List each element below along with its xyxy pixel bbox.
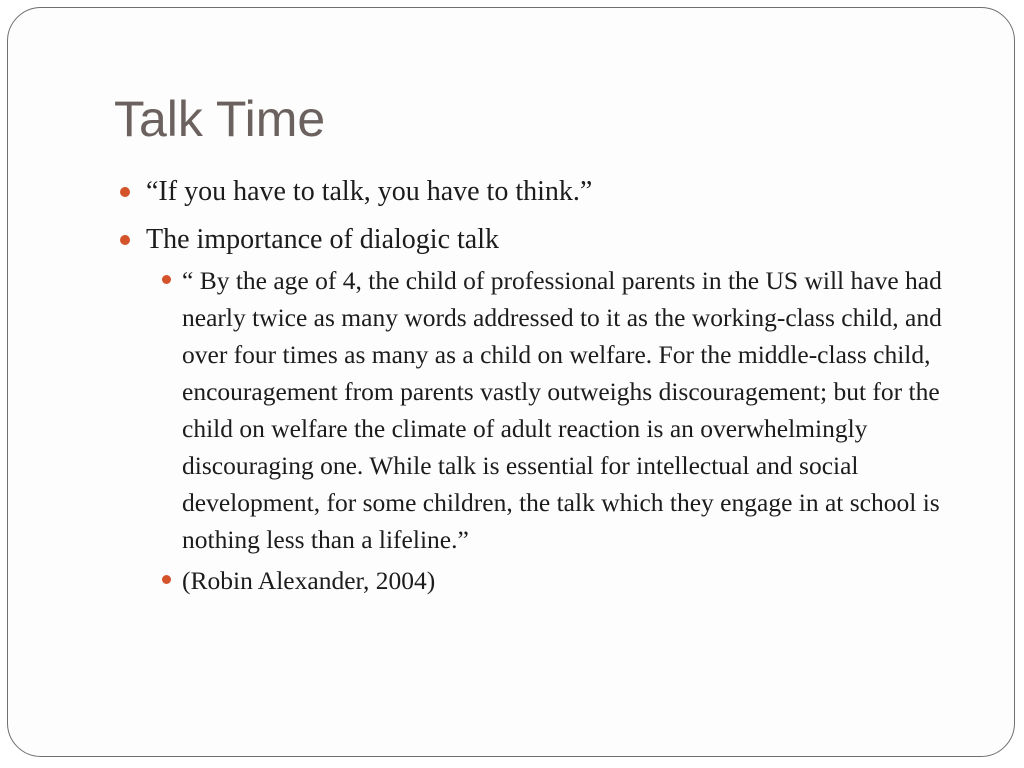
bullet-dot-icon (120, 187, 130, 197)
bullet-list (114, 174, 974, 599)
bullet-text: “If you have to talk, you have to think.” (146, 176, 593, 207)
sub-bullet-dot-icon (162, 275, 171, 284)
sub-bullet-item-quote (114, 262, 974, 558)
bullet-text: The importance of dialogic talk (146, 224, 499, 255)
slide-title: Talk Time (114, 91, 326, 147)
slide-content (114, 174, 974, 611)
sub-bullet-dot-icon (162, 575, 171, 584)
bullet-dot-icon (120, 235, 130, 245)
bullet-item-dialogic-talk (114, 222, 974, 599)
sub-bullet-list (114, 262, 974, 599)
bullet-item-quote (114, 174, 974, 210)
sub-bullet-item-citation (114, 562, 974, 599)
sub-bullet-text: “ By the age of 4, the child of professional parents in the US will have had nearly twice as many words addressed to it as the working-class child, and over four times as many as a child on welfare. For the middle-class child, encouragement from parents vastly outweighs discouragement; but for the child on welfare the climate of adult reaction is an overwhelmingly discouraging one. While talk is essential for intellectual and social development, for some children, the talk which they engage in at school is nothing less than a lifeline.” (182, 266, 942, 554)
sub-bullet-text: (Robin Alexander, 2004) (182, 566, 436, 595)
slide-frame (7, 7, 1015, 757)
